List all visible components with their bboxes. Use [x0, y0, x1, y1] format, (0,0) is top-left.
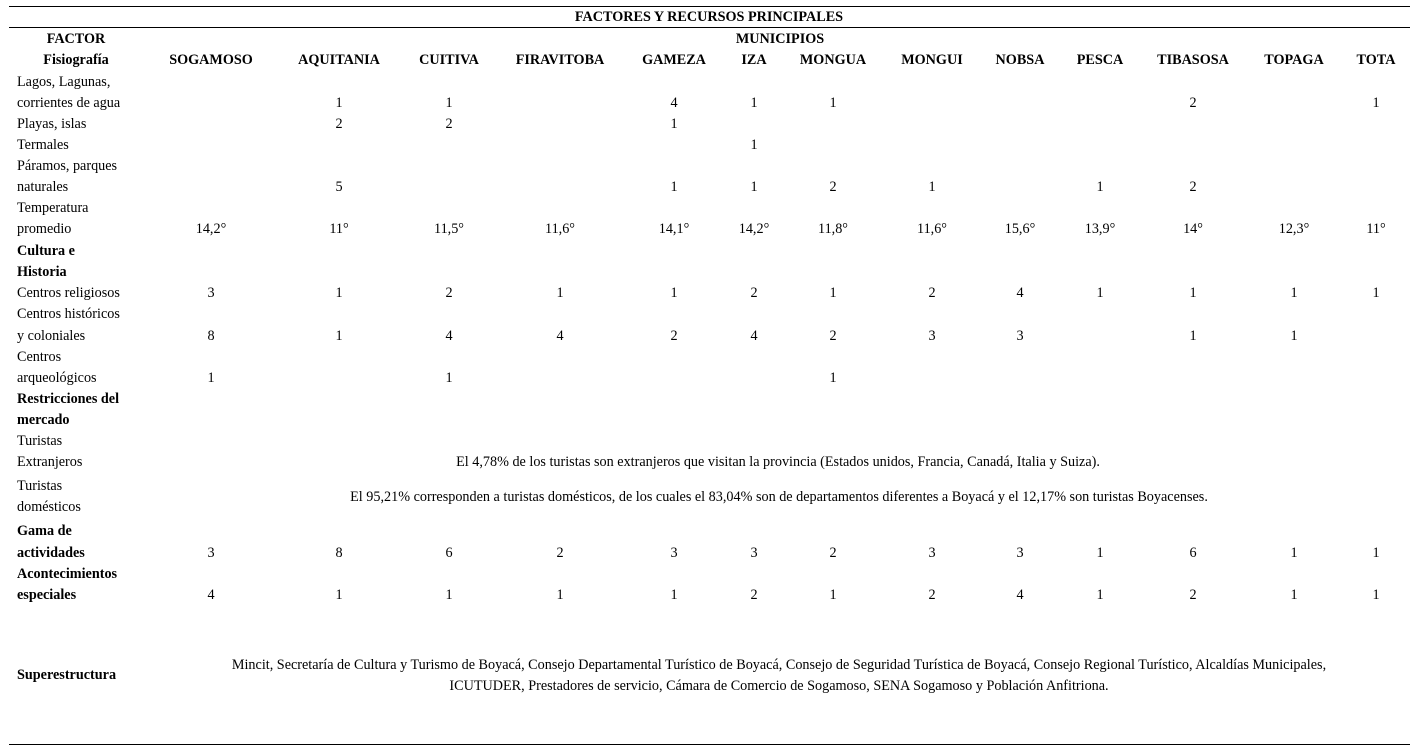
table-cell: 2: [829, 179, 837, 195]
section-cultura: Historia: [17, 264, 67, 280]
row-label: arqueológicos: [17, 370, 97, 386]
column-header-sogamoso: SOGAMOSO: [169, 52, 253, 68]
table-cell: 1: [1290, 285, 1298, 301]
table-cell: 1: [829, 370, 837, 386]
table-cell: 11°: [1366, 221, 1386, 237]
section-restricciones: Restricciones del: [17, 391, 120, 407]
table-cell: 1: [1096, 179, 1104, 195]
table-cell: 1: [445, 370, 453, 386]
table-title: FACTORES Y RECURSOS PRINCIPALES: [574, 9, 844, 25]
row-label: Playas, islas: [17, 116, 87, 132]
bottom-rule: [9, 744, 1410, 745]
table-cell: 8: [207, 328, 215, 344]
section-gama: actividades: [17, 545, 85, 561]
table-cell: 2: [445, 285, 453, 301]
table-cell: 2: [445, 116, 453, 132]
row-label: promedio: [17, 221, 72, 237]
table-cell: 2: [750, 285, 758, 301]
table-cell: 3: [1016, 328, 1024, 344]
table-cell: 4: [1016, 285, 1024, 301]
table-cell: 1: [829, 587, 837, 603]
table-cell: 1: [1290, 545, 1298, 561]
column-header-mongui: MONGUI: [901, 52, 963, 68]
table-cell: 6: [445, 545, 453, 561]
table-cell: 3: [928, 328, 936, 344]
table-cell: 1: [445, 587, 453, 603]
table-cell: 6: [1189, 545, 1197, 561]
table-cell: 1: [556, 285, 564, 301]
row-label: Temperatura: [17, 200, 89, 216]
table-cell: 1: [670, 179, 678, 195]
table-cell: 2: [556, 545, 564, 561]
row-label: Lagos, Lagunas,: [17, 74, 111, 90]
table-cell: 1: [750, 137, 758, 153]
table-cell: 4: [445, 328, 453, 344]
table-cell: 1: [1096, 587, 1104, 603]
row-label: Turistas: [17, 478, 63, 494]
table-cell: 1: [928, 179, 936, 195]
title-rule: [9, 27, 1410, 28]
row-label: naturales: [17, 179, 69, 195]
table-cell: 1: [335, 285, 343, 301]
table-cell: 3: [1016, 545, 1024, 561]
row-label: Extranjeros: [17, 454, 83, 470]
table-cell: 2: [829, 328, 837, 344]
section-restricciones: mercado: [17, 412, 70, 428]
table-cell: 3: [207, 285, 215, 301]
table-cell: 13,9°: [1084, 221, 1116, 237]
table-cell: 1: [829, 285, 837, 301]
table-cell: 15,6°: [1004, 221, 1036, 237]
table-cell: 4: [1016, 587, 1024, 603]
superestructura-text: ICUTUDER, Prestadores de servicio, Cámara de Comercio de Sogamoso, SENA Sogamoso y Población Anfitriona.: [449, 678, 1109, 694]
table-cell: 1: [445, 95, 453, 111]
row-label: Termales: [17, 137, 69, 153]
table-cell: 1: [1290, 328, 1298, 344]
column-header-gameza: GAMEZA: [642, 52, 706, 68]
table-cell: 1: [1096, 545, 1104, 561]
table-cell: 2: [335, 116, 343, 132]
column-header-topaga: TOPAGA: [1264, 52, 1324, 68]
table-cell: 11°: [329, 221, 349, 237]
table-cell: 1: [670, 587, 678, 603]
table-cell: 2: [1189, 179, 1197, 195]
table-cell: 1: [670, 116, 678, 132]
row-label: y coloniales: [17, 328, 86, 344]
column-header-iza: IZA: [741, 52, 767, 68]
row-label: Centros religiosos: [17, 285, 120, 301]
turistas-domesticos-text: El 95,21% corresponden a turistas domésticos, de los cuales el 83,04% son de departamentos diferentes a Boyacá y el 12,17% son turistas Boyacenses.: [350, 489, 1208, 505]
table-cell: 3: [750, 545, 758, 561]
column-header-tibasosa: TIBASOSA: [1157, 52, 1229, 68]
municipios-header: MUNICIPIOS: [735, 31, 825, 47]
column-header-mongua: MONGUA: [799, 52, 867, 68]
table-cell: 1: [1189, 328, 1197, 344]
section-acontecimientos: especiales: [17, 587, 77, 603]
turistas-extranjeros-text: El 4,78% de los turistas son extranjeros que visitan la provincia (Estados unidos, Francia, Canadá, Italia y Suiza).: [456, 454, 1100, 470]
table-cell: 1: [670, 285, 678, 301]
table-cell: 11,5°: [434, 221, 464, 237]
table-cell: 1: [335, 95, 343, 111]
table-cell: 2: [1189, 95, 1197, 111]
table-cell: 2: [750, 587, 758, 603]
table-cell: 14°: [1183, 221, 1203, 237]
table-cell: 14,1°: [658, 221, 690, 237]
table-cell: 12,3°: [1278, 221, 1310, 237]
top-rule: [9, 6, 1410, 7]
row-label: domésticos: [17, 499, 81, 515]
table-cell: 1: [1372, 95, 1380, 111]
table-cell: 1: [1189, 285, 1197, 301]
table-cell: 1: [556, 587, 564, 603]
section-cultura: Cultura e: [17, 243, 75, 259]
table-cell: 11,6°: [545, 221, 575, 237]
superestructura-text: Mincit, Secretaría de Cultura y Turismo de Boyacá, Consejo Departamental Turístico de Boyacá, Consejo de Seguridad Turística de Boyacá, Consejo Regional Turístico, Alcaldías Municipales,: [231, 657, 1327, 673]
table-cell: 1: [1372, 545, 1380, 561]
table-cell: 5: [335, 179, 343, 195]
table-cell: 2: [1189, 587, 1197, 603]
column-header-firavitoba: FIRAVITOBA: [515, 52, 605, 68]
factor-header: FACTOR: [46, 31, 106, 47]
row-label: corrientes de agua: [17, 95, 121, 111]
table-cell: 2: [928, 587, 936, 603]
section-superestructura: Superestructura: [17, 667, 117, 683]
row-label: Centros: [17, 349, 62, 365]
table-cell: 3: [207, 545, 215, 561]
table-cell: 4: [556, 328, 564, 344]
table-cell: 14,2°: [738, 221, 770, 237]
table-cell: 1: [335, 587, 343, 603]
table-cell: 2: [829, 545, 837, 561]
table-cell: 1: [207, 370, 215, 386]
table-cell: 14,2°: [195, 221, 227, 237]
table-cell: 2: [928, 285, 936, 301]
column-header-tota: TOTA: [1356, 52, 1396, 68]
column-header-cuitiva: CUITIVA: [419, 52, 479, 68]
section-fisiografia: Fisiografía: [43, 52, 109, 68]
table-cell: 11,6°: [917, 221, 947, 237]
table-cell: 1: [1372, 285, 1380, 301]
table-cell: 1: [1290, 587, 1298, 603]
table-cell: 2: [670, 328, 678, 344]
table-cell: 8: [335, 545, 343, 561]
section-gama: Gama de: [17, 523, 72, 539]
table-cell: 11,8°: [818, 221, 848, 237]
column-header-pesca: PESCA: [1076, 52, 1124, 68]
column-header-nobsa: NOBSA: [995, 52, 1045, 68]
table-cell: 3: [670, 545, 678, 561]
table-cell: 3: [928, 545, 936, 561]
table-cell: 1: [829, 95, 837, 111]
column-header-aquitania: AQUITANIA: [298, 52, 380, 68]
table-cell: 1: [750, 179, 758, 195]
table-cell: 1: [1372, 587, 1380, 603]
table-cell: 4: [670, 95, 678, 111]
row-label: Páramos, parques: [17, 158, 118, 174]
section-acontecimientos: Acontecimientos: [17, 566, 118, 582]
table-cell: 1: [1096, 285, 1104, 301]
table-cell: 1: [335, 328, 343, 344]
row-label: Turistas: [17, 433, 63, 449]
table-cell: 4: [207, 587, 215, 603]
table-cell: 1: [750, 95, 758, 111]
row-label: Centros históricos: [17, 306, 120, 322]
table-cell: 4: [750, 328, 758, 344]
